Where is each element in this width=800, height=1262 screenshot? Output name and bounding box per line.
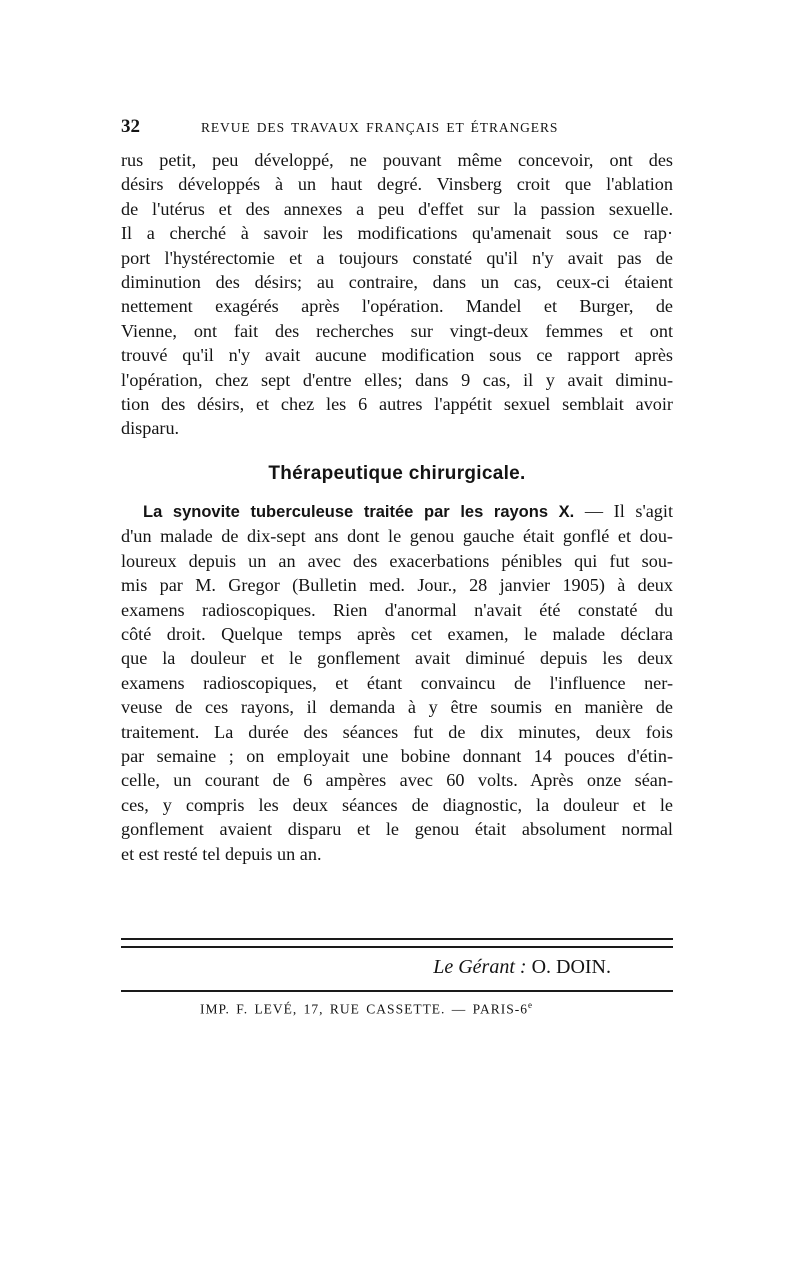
paragraph-lead: La synovite tuberculeuse traitée par les rayons X. — [143, 502, 575, 521]
text-line: disparu. — [121, 418, 180, 439]
imprint-superscript: e — [527, 1000, 533, 1010]
page-number: 32 — [121, 116, 140, 137]
text-line: mis par M. Gregor (Bulletin med. Jour., 28 janvier 1905) à deux — [121, 575, 673, 596]
text-line: trouvé qu'il n'y avait aucune modification sous ce rapport après — [121, 345, 673, 366]
running-title: REVUE DES TRAVAUX FRANÇAIS ET ÉTRANGERS — [201, 120, 559, 135]
paragraph-continued — [121, 148, 673, 441]
text-line: tion des désirs, et chez les 6 autres l'appétit sexuel semblait avoir — [121, 394, 673, 415]
rule-divider — [121, 990, 673, 992]
text-line: gonflement avaient disparu et le genou était absolument normal — [121, 819, 673, 840]
text-line: de l'utérus et des annexes a peu d'effet sur la passion sexuelle. — [121, 198, 673, 219]
page-body — [121, 116, 673, 866]
text-line: port l'hystérectomie et a toujours constaté qu'il n'y avait pas de — [121, 247, 673, 268]
printer-imprint — [200, 1000, 620, 1018]
imprint-text: IMP. F. LEVÉ, 17, RUE CASSETTE. — PARIS-6 — [200, 1001, 528, 1017]
section-title: Thérapeutique chirurgicale. — [268, 462, 526, 484]
text-line: côté droit. Quelque temps après cet examen, le malade déclara — [121, 623, 673, 644]
text-line: et est resté tel depuis un an. — [121, 843, 322, 864]
text-line: traitement. La durée des séances fut de dix minutes, deux fois — [121, 721, 673, 742]
text-line: Il a cherché à savoir les modifications qu'amenait sous ce rap· — [121, 223, 673, 244]
text-line: loureux depuis un an avec des exacerbations pénibles qui fut sou- — [121, 550, 673, 571]
text-line: rus petit, peu développé, ne pouvant même concevoir, ont des — [121, 150, 673, 170]
text-line: d'un malade de dix-sept ans dont le genou gauche était gonflé et dou- — [121, 526, 673, 547]
signature-role: Le Gérant : — [433, 956, 527, 978]
text-line: Vienne, ont fait des recherches sur vingt-deux femmes et ont — [121, 320, 673, 341]
text-line: l'opération, chez sept d'entre elles; dans 9 cas, il y avait diminu- — [121, 369, 673, 390]
text-line — [121, 499, 673, 524]
text-line: celle, un courant de 6 ampères avec 60 volts. Après onze séan- — [121, 770, 673, 791]
text-line: veuse de ces rayons, il demanda à y être soumis en manière de — [121, 697, 673, 718]
signature-name: O. DOIN. — [531, 956, 611, 978]
text-line: par semaine ; on employait une bobine donnant 14 pouces d'étin- — [121, 745, 673, 766]
text-line: ces, y compris les deux séances de diagnostic, la douleur et le — [121, 794, 673, 815]
text-line: diminution des désirs; au contraire, dans un cas, ceux-ci étaient — [121, 272, 673, 293]
text-line: nettement exagérés après l'opération. Mandel et Burger, de — [121, 296, 673, 317]
paragraph-synovite — [121, 499, 673, 866]
text-line: que la douleur et le gonflement avait diminué depuis les deux — [121, 648, 673, 669]
paragraph-lead-rest: — Il s'agit — [574, 500, 673, 521]
text-line: désirs développés à un haut degré. Vinsberg croit que l'ablation — [121, 174, 673, 195]
running-head — [121, 116, 673, 142]
text-line: examens radioscopiques, et étant convaincu de l'influence ner- — [121, 672, 673, 693]
text-line: examens radioscopiques. Rien d'anormal n'avait été constaté du — [121, 599, 673, 620]
signature — [121, 956, 611, 979]
double-rule-divider — [121, 938, 673, 948]
